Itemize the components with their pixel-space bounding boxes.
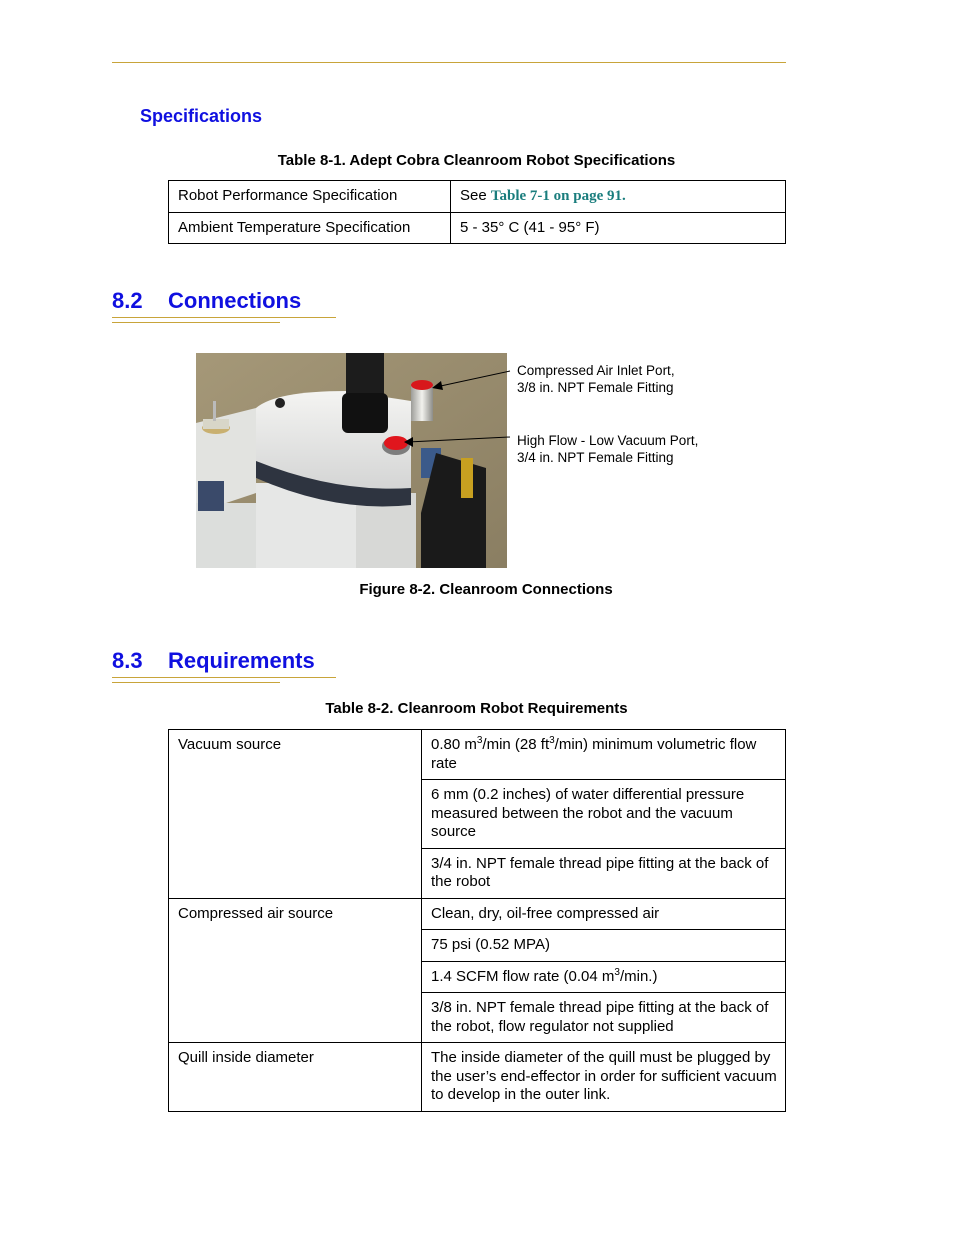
requirement-label: Compressed air source [169, 898, 422, 1043]
table-row [169, 898, 786, 930]
requirement-value: 75 psi (0.52 MPA) [422, 930, 786, 962]
spec-value: 5 - 35° C (41 - 95° F) [451, 212, 786, 244]
spec-label: Robot Performance Specification [169, 181, 451, 213]
figure-8-2-caption: Figure 8-2. Cleanroom Connections [359, 581, 613, 598]
requirement-value: 6 mm (0.2 inches) of water differential pressure measured between the robot and the vacuum source [422, 780, 786, 849]
heading-rule [112, 682, 280, 683]
requirements-table [168, 729, 786, 1112]
table-8-1-caption: Table 8-1. Adept Cobra Cleanroom Robot Specifications [277, 152, 676, 169]
vacuum-port-callout: High Flow - Low Vacuum Port, 3/4 in. NPT Female Fitting [517, 433, 699, 465]
requirement-value: Clean, dry, oil-free compressed air [422, 898, 786, 930]
requirement-value: The inside diameter of the quill must be plugged by the user’s end-effector in order for sufficient vacuum to develop in the outer link. [422, 1043, 786, 1112]
table-row [169, 730, 786, 780]
table-7-1-link[interactable]: Table 7-1 on page 91 [490, 188, 622, 204]
air-inlet-callout: Compressed Air Inlet Port, 3/8 in. NPT Female Fitting [517, 363, 675, 395]
table-8-2-caption: Table 8-2. Cleanroom Robot Requirements [325, 700, 628, 717]
spec-label: Ambient Temperature Specification [169, 212, 451, 244]
requirement-value: 3/8 in. NPT female thread pipe fitting at the back of the robot, flow regulator not supplied [422, 993, 786, 1043]
requirement-value: 3/4 in. NPT female thread pipe fitting at the back of the robot [422, 848, 786, 898]
section-connections-heading: 8.2 Connections [112, 288, 302, 313]
requirement-label: Quill inside diameter [169, 1043, 422, 1112]
spec-value: See Table 7-1 on page 91. [451, 181, 786, 213]
specifications-heading: Specifications [140, 106, 263, 126]
requirement-value: 0.80 $m^3/\min$ (28 $ft^3/\min$) minimum volumetric flow rate [422, 730, 786, 780]
table-row [169, 1043, 786, 1112]
section-requirements-heading: 8.3 Requirements [112, 648, 315, 673]
requirement-label: Vacuum source [169, 730, 422, 899]
heading-rule [112, 677, 336, 678]
requirement-value: 1.4 SCFM flow rate (0.04 $m^3/\min$.) [422, 961, 786, 993]
